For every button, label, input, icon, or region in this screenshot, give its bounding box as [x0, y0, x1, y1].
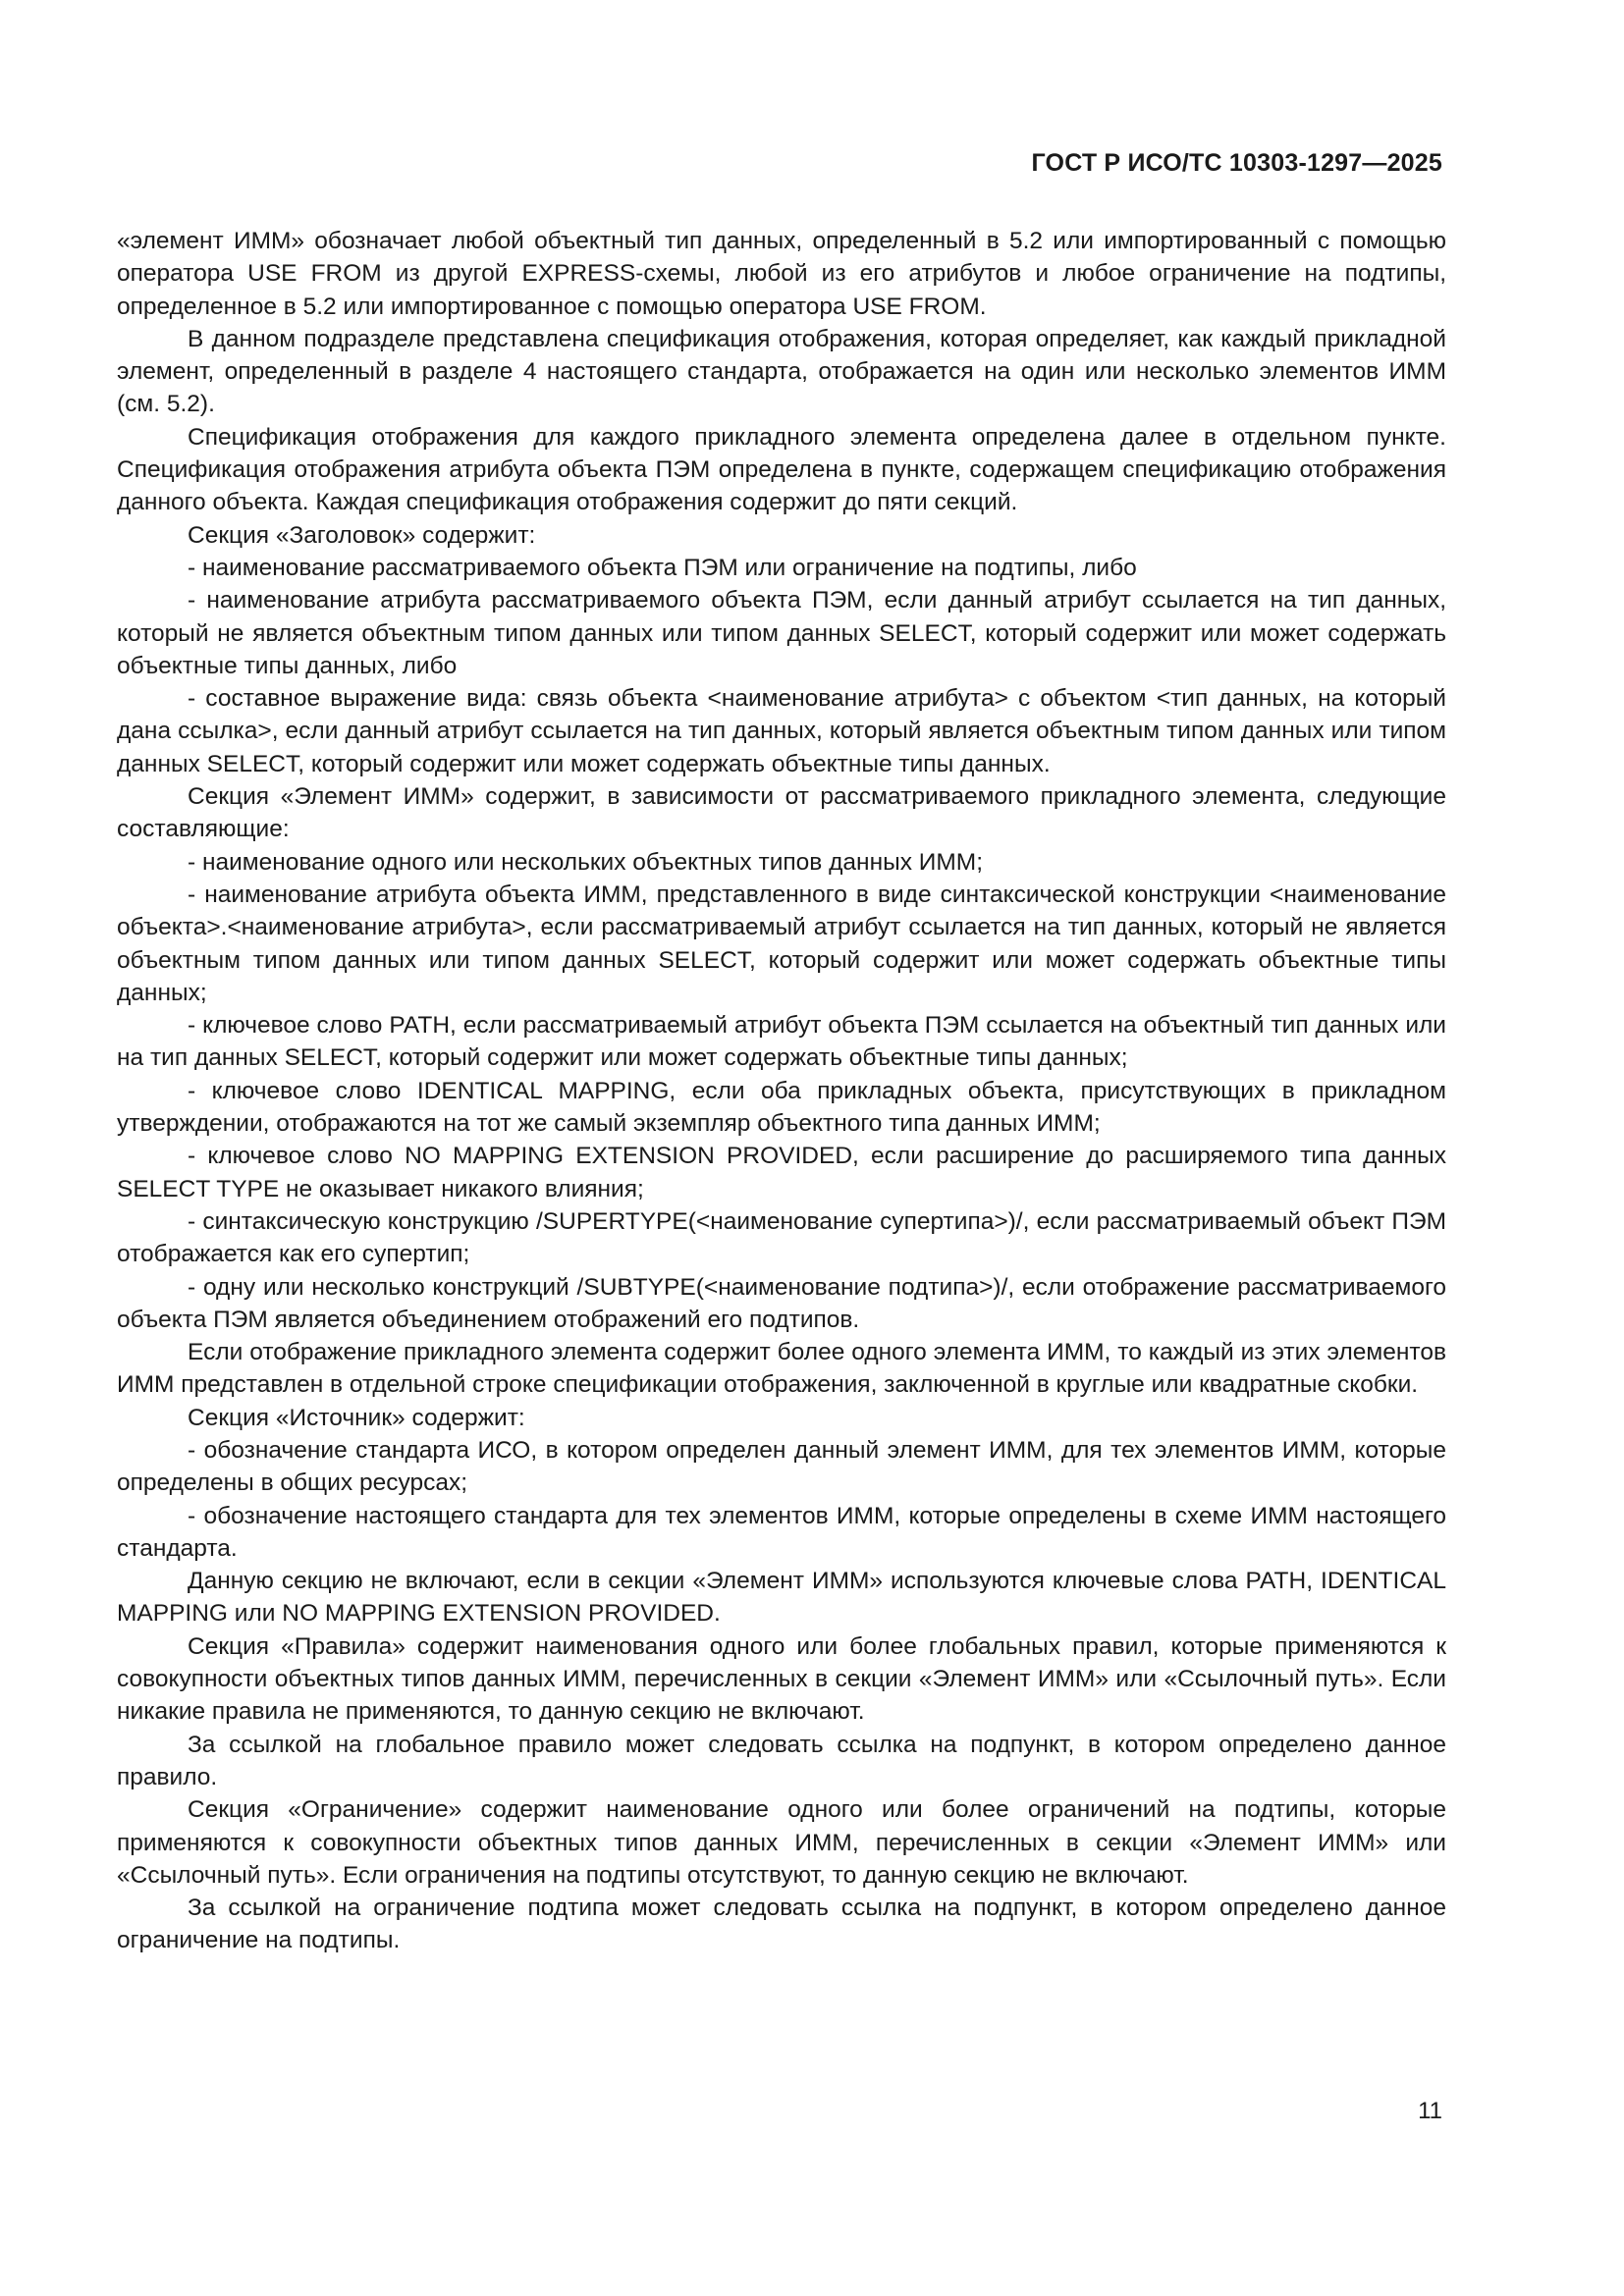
list-item: - наименование атрибута объекта ИММ, представленного в виде синтаксической конструкции <наименование объекта>.<наименование атрибута>, если рассматриваемый атрибут ссылается на тип данных, который не является объектным типом данных или типом данных SELECT, который содержит или может содержать объектные типы данных; [117, 881, 1446, 1006]
section-heading-paragraph: Секция «Заголовок» содержит: [188, 521, 536, 549]
paragraph: Спецификация отображения для каждого прикладного элемента определена далее в отдельном пункте. Спецификация отображения атрибута объекта ПЭМ определена в пункте, содержащем спецификацию отображения данного объекта. Каждая спецификация отображения содержит до пяти секций. [117, 423, 1446, 516]
list-item: - обозначение стандарта ИСО, в котором определен данный элемент ИММ, для тех элементов ИММ, которые определены в общих ресурсах; [117, 1436, 1446, 1497]
list-item: - наименование одного или нескольких объектных типов данных ИММ; [188, 848, 983, 876]
list-item: - одну или несколько конструкций /SUBTYPE(<наименование подтипа>)/, если отображение рассматриваемого объекта ПЭМ является объединением отображений его подтипов. [117, 1273, 1446, 1333]
list-item: - составное выражение вида: связь объекта <наименование атрибута> с объектом <тип данных, на который дана ссылка>, если данный атрибут ссылается на тип данных, который является объектным типом данных или типом данных SELECT, который содержит или может содержать объектные типы данных. [117, 685, 1446, 777]
paragraph: Данную секцию не включают, если в секции «Элемент ИММ» используются ключевые слова PATH, IDENTICAL MAPPING или NO MAPPING EXTENSION PROVIDED. [117, 1568, 1446, 1628]
paragraph: В данном подразделе представлена спецификация отображения, которая определяет, как каждый прикладной элемент, определенный в разделе 4 настоящего стандарта, отображается на один или несколько элементов ИММ (см. 5.2). [117, 325, 1446, 418]
paragraph: Если отображение прикладного элемента содержит более одного элемента ИММ, то каждый из этих элементов ИММ представлен в отдельной строке спецификации отображения, заключенной в круглые или квадратные скобки. [117, 1339, 1446, 1399]
list-item: - ключевое слово PATH, если рассматриваемый атрибут объекта ПЭМ ссылается на объектный тип данных или на тип данных SELECT, который содержит или может содержать объектные типы данных; [117, 1012, 1446, 1072]
paragraph: Секция «Правила» содержит наименования одного или более глобальных правил, которые применяются к совокупности объектных типов данных ИММ, перечисленных в секции «Элемент ИММ» или «Ссылочный путь». Если никакие правила не применяются, то данную секцию не включают. [117, 1632, 1446, 1726]
list-item: - синтаксическую конструкцию /SUPERTYPE(<наименование супертипа>)/, если рассматриваемый объект ПЭМ отображается как его супертип; [117, 1207, 1446, 1268]
list-item: - ключевое слово IDENTICAL MAPPING, если оба прикладных объекта, присутствующих в прикладном утверждении, отображаются на тот же самый экземпляр объектного типа данных ИММ; [117, 1077, 1446, 1138]
list-item: - обозначение настоящего стандарта для тех элементов ИММ, которые определены в схеме ИММ настоящего стандарта. [117, 1502, 1446, 1562]
list-item: - ключевое слово NO MAPPING EXTENSION PROVIDED, если расширение до расширяемого типа данных SELECT TYPE не оказывает никакого влияния; [117, 1143, 1446, 1202]
document-body [117, 225, 1446, 1957]
section-heading-paragraph: Секция «Элемент ИММ» содержит, в зависимости от рассматриваемого прикладного элемента, следующие составляющие: [117, 783, 1446, 843]
page-number: 11 [1418, 2098, 1442, 2124]
document-header: ГОСТ Р ИСО/ТС 10303-1297—2025 [1031, 149, 1442, 177]
section-heading-paragraph: Секция «Источник» содержит: [188, 1404, 525, 1431]
paragraph: «элемент ИММ» обозначает любой объектный тип данных, определенный в 5.2 или импортированный с помощью оператора USE FROM из другой EXPRESS-схемы, любой из его атрибутов и любое ограничение на подтипы, определенное в 5.2 или импортированное с помощью оператора USE FROM. [117, 228, 1446, 320]
list-item: - наименование рассматриваемого объекта ПЭМ или ограничение на подтипы, либо [188, 554, 1137, 581]
paragraph: За ссылкой на глобальное правило может следовать ссылка на подпункт, в котором определено данное правило. [117, 1731, 1446, 1790]
paragraph: Секция «Ограничение» содержит наименование одного или более ограничений на подтипы, которые применяются к совокупности объектных типов данных ИММ, перечисленных в секции «Элемент ИММ» или «Ссылочный путь». Если ограничения на подтипы отсутствуют, то данную секцию не включают. [117, 1796, 1446, 1889]
paragraph: За ссылкой на ограничение подтипа может следовать ссылка на подпункт, в котором определено данное ограничение на подтипы. [117, 1895, 1446, 1954]
list-item: - наименование атрибута рассматриваемого объекта ПЭМ, если данный атрибут ссылается на тип данных, который не является объектным типом данных или типом данных SELECT, который содержит или может содержать объектные типы данных, либо [117, 587, 1446, 679]
